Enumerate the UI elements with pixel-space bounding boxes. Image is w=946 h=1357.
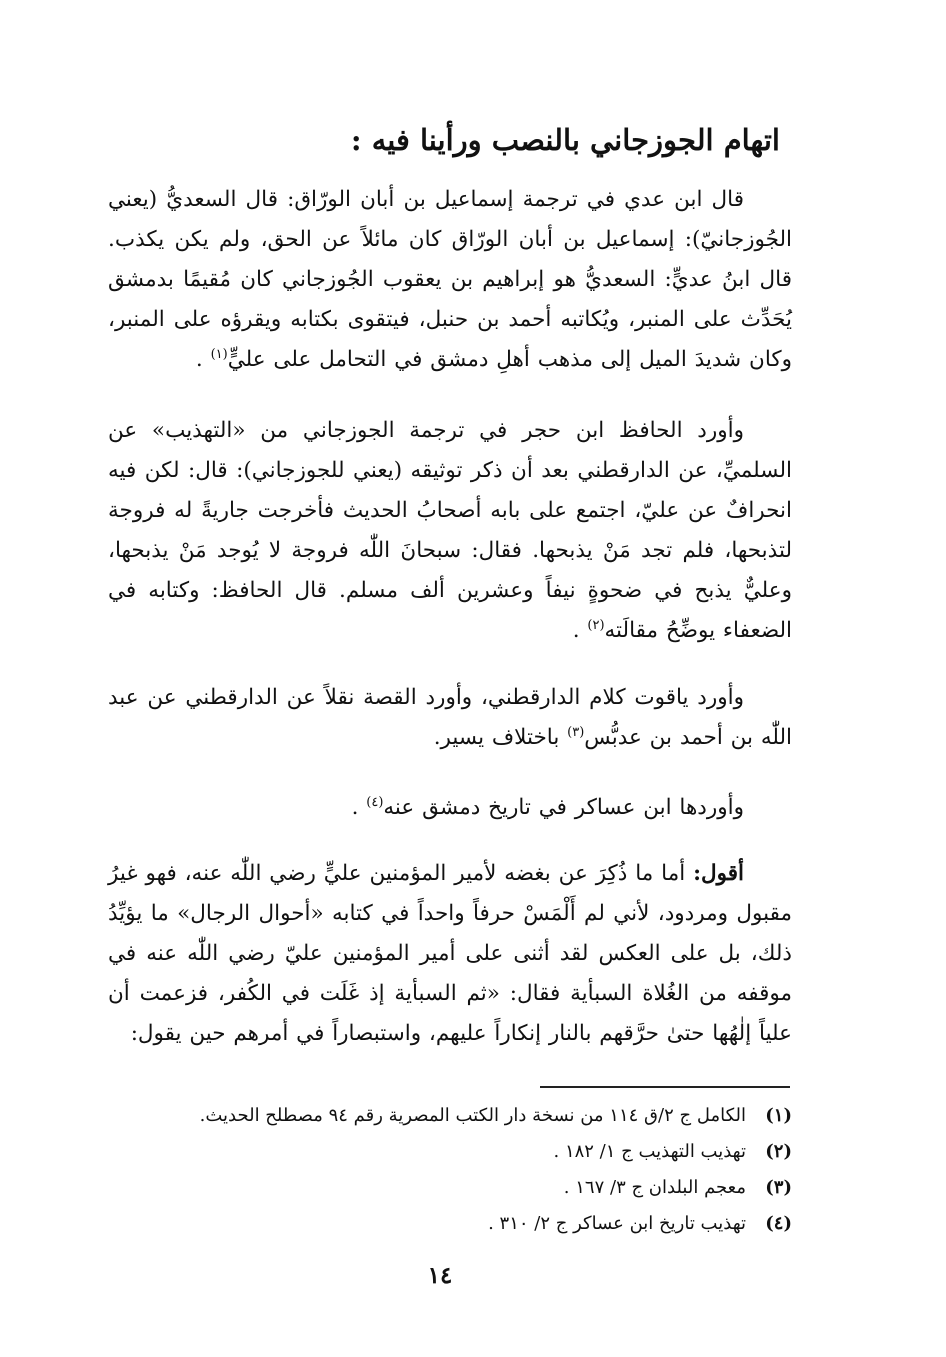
- footnotes: [108, 1098, 792, 1242]
- paragraph-2-text: وأورد الحافظ ابن حجر في ترجمة الجوزجاني من «التهذيب» عن السلميِّ، عن الدارقطني بعد أن ذكر توثيقه (يعني للجوزجاني): قال: لكن فيه انحرافٌ عن عليّ، اجتمع على بابه أصحابُ الحديث فأخرجت جاريةً له فروجة لتذبحها، فلم تجد مَنْ يذبحها. فقال: سبحانَ اللّٰه فروجة لا يُوجد مَنْ يذبحها، وعليٌّ يذبح في ضحوةٍ نيفاً وعشرين ألف مسلم. قال الحافظ: وكتابه في الضعفاء يوضِّحُ مقالَته: [108, 418, 792, 643]
- paragraph-5: [108, 854, 792, 1054]
- paragraph-1: [108, 180, 792, 380]
- footnote-ref-1: (١): [210, 346, 228, 362]
- footnote-2-number: (٢): [765, 1141, 792, 1162]
- paragraph-4: [108, 788, 792, 828]
- paragraph-2-tail: .: [572, 618, 588, 643]
- paragraph-1-tail: .: [195, 347, 211, 372]
- page-number: ١٤: [427, 1262, 453, 1289]
- footnote-2: [108, 1134, 792, 1170]
- paragraph-3-tail: باختلاف يسير.: [433, 725, 568, 750]
- paragraph-5-lead: أقول:: [693, 861, 744, 886]
- footnote-4-text: تهذيب تاريخ ابن عساكر ج ٢/ ٣١٠ .: [488, 1213, 746, 1234]
- footnote-3-text: معجم البلدان ج ٣/ ١٦٧ .: [563, 1177, 746, 1198]
- paragraph-3-text: وأورد ياقوت كلام الدارقطني، وأورد القصة نقلاً عن الدارقطني عن عبد اللّٰه بن أحمد بن عدبُّس: [108, 685, 792, 750]
- paragraph-1-text: قال ابن عدي في ترجمة إسماعيل بن أبان الورّاق: قال السعديُّ (يعني الجُوزجانيّ): إسماعيل بن أبان الورّاق كان مائلاً عن الحق، ولم يكن يكذب. قال ابنُ عديٍّ: السعديُّ هو إبراهيم بن يعقوب الجُوزجاني كان مُقيمًا بدمشق يُحَدِّث على المنبر، ويُكاتبه أحمد بن حنبل، فيتقوى بكتابه ويقرؤه على المنبر، وكان شديدَ الميل إلى مذهب أهلِ دمشق في التحامل على عليٍّ: [108, 187, 792, 372]
- footnote-ref-3: (٣): [567, 724, 585, 740]
- footnote-3-number: (٣): [765, 1177, 792, 1198]
- paragraph-3: [108, 678, 792, 758]
- footnote-1-number: (١): [765, 1105, 792, 1126]
- paragraph-4-text: وأوردها ابن عساكر في تاريخ دمشق عنه: [383, 795, 744, 820]
- footnote-1: [108, 1098, 792, 1134]
- footnote-2-text: تهذيب التهذيب ج ١/ ١٨٢ .: [553, 1141, 746, 1162]
- footnote-4-number: (٤): [765, 1213, 792, 1234]
- footnote-separator: [540, 1086, 790, 1088]
- paragraph-2: [108, 411, 792, 651]
- footnote-3: [108, 1170, 792, 1206]
- footnote-1-text: الكامل ج ٢/ق ١١٤ من نسخة دار الكتب المصرية رقم ٩٤ مصطلح الحديث.: [199, 1105, 746, 1126]
- footnote-4: [108, 1206, 792, 1242]
- section-heading: اتهام الجوزجاني بالنصب ورأينا فيه :: [350, 123, 780, 157]
- footnote-ref-2: (٢): [587, 617, 605, 633]
- paragraph-4-tail: .: [351, 795, 367, 820]
- paragraph-5-text: أما ما ذُكِرَ عن بغضه لأمير المؤمنين عليٍّ رضي اللّٰه عنه، فهو غيرُ مقبول ومردود، لأني لم أَلْمَسْ حرفاً واحداً في كتابه «أحوال الرجال» ما يؤيِّدُ ذلك، بل على العكس لقد أثنى على أمير المؤمنين عليّ رضي اللّٰه عنه في موقفه من الغُلاة السبأية فقال: «ثم السبأية إذ غَلَت في الكُفر، فزعمت أن علياً إلٰهُها حتىٰ حرَّقهم بالنار إنكاراً عليهم، واستبصاراً في أمرهم حين يقول:: [108, 861, 792, 1046]
- footnote-ref-4: (٤): [366, 794, 384, 810]
